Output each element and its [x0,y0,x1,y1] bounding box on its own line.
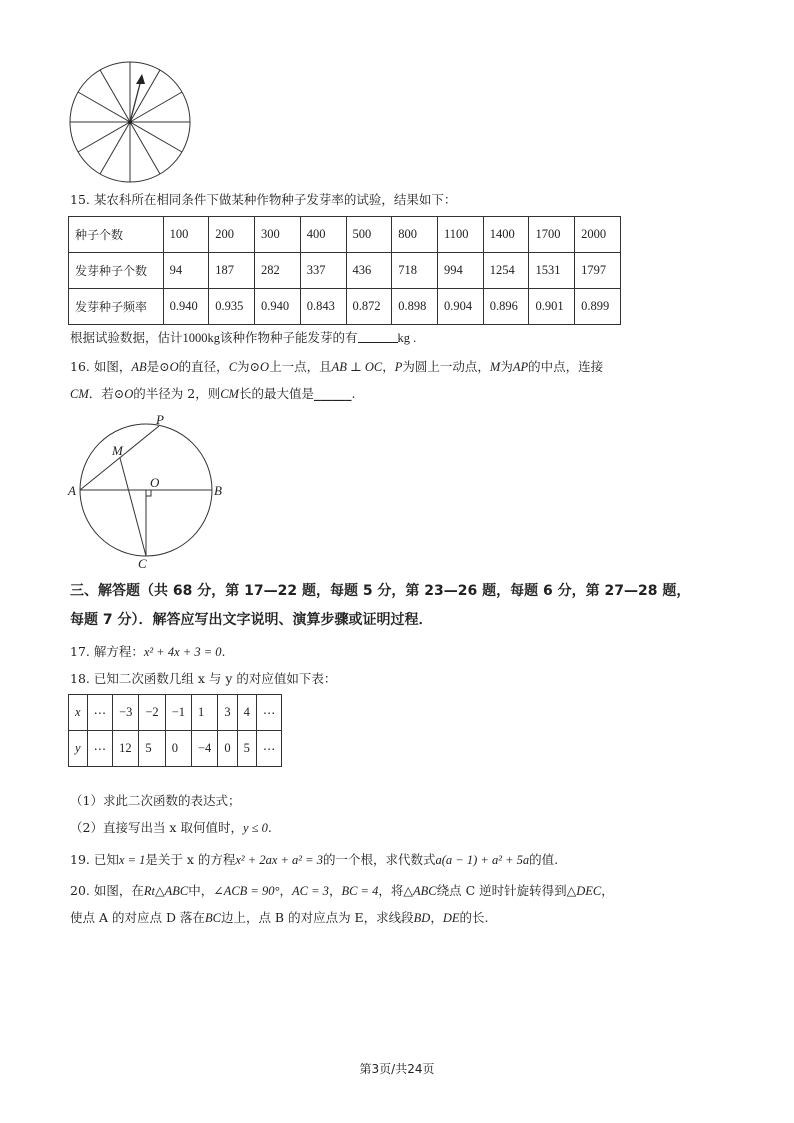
q15-table-cell: 400 [300,217,346,253]
label-p: P [156,412,164,427]
q18-table-cell: ⋯ [87,731,113,767]
q15-table-cell: 0.872 [346,289,392,325]
q15-tail-text-2: 该种作物种子能发芽的有 [220,330,358,345]
q15-table-cell: 718 [392,253,438,289]
q18-table-cell: 12 [113,731,139,767]
q15-table-cell: 1254 [483,253,529,289]
q18-stem: 18. 已知二次函数几组 x 与 y 的对应值如下表： [70,671,337,686]
q20-line1: 20. 如图，在Rt△ABC中，∠ACB = 90°，AC = 3，BC = 4，将△ABC绕点 C 逆时针旋转得到△DEC， [70,883,614,898]
q18-table-cell: y [69,731,88,767]
q15-table-cell: 994 [437,253,483,289]
section-3-heading-line2: 每题 7 分）．解答应写出文字说明、演算步骤或证明过程． [70,612,433,628]
q15-table-cell: 200 [209,217,255,253]
q18-table-cell: 0 [218,731,237,767]
q20-line2: 使点 A 的对应点 D 落在BC边上，点 B 的对应点为 E，求线段BD，DE的长. [70,910,489,925]
q15-table-cell: 500 [346,217,392,253]
q15-table-cell: 1797 [575,253,621,289]
label-o: O [150,475,160,490]
q18-table-cell: 0 [165,731,191,767]
q16-line2: CM．若⊙O的半径为 2，则CM长的最大值是______. [70,386,356,401]
spinner-figure [66,60,196,190]
q18-sub1: （1）求此二次函数的表达式； [70,793,241,808]
section-3-heading-line1: 三、解答题（共 68 分，第 17—22 题，每题 5 分，第 23—26 题，每题 6 分，第 27—28 题， [70,583,691,599]
label-m: M [112,443,123,458]
q15-table-cell: 2000 [575,217,621,253]
q15-unit: kg . [397,331,417,345]
q15-table-cell: 94 [163,253,209,289]
q15-table-cell: 0.940 [163,289,209,325]
q15-table-cell: 种子个数 [69,217,164,253]
page-footer: 第3页/共24页 [359,1062,435,1076]
q18-table-cell: 5 [237,731,256,767]
q15-tail-text: 根据试验数据，估计 [70,330,183,345]
q18-table-cell: ⋯ [256,731,282,767]
pointer-arrowhead [136,74,145,84]
q18-table-cell: ⋯ [87,695,113,731]
q15-table-cell: 0.904 [437,289,483,325]
q15-table-cell: 337 [300,253,346,289]
q15-table-cell: 0.940 [255,289,301,325]
label-a: A [68,483,76,498]
q15-table-cell: 1700 [529,217,575,253]
label-c: C [138,556,147,570]
q15-table-cell: 发芽种子个数 [69,253,164,289]
q15-table-cell: 0.896 [483,289,529,325]
q18-table-cell: 5 [139,731,165,767]
q18-table-cell: x [69,695,88,731]
q16-answer-blank[interactable]: ______ [313,386,352,401]
label-b: B [214,483,222,498]
q15-table-cell: 800 [392,217,438,253]
q18-table-cell: −2 [139,695,165,731]
q15-answer-blank[interactable] [358,330,398,343]
q19: 19. 已知x = 1是关于 x 的方程x² + 2ax + a² = 3的一个根，求代数式a(a − 1) + a² + 5a的值. [70,852,559,867]
q18-table-cell: 4 [237,695,256,731]
q18-sub2: （2）直接写出当 x 取何值时，y ≤ 0. [70,820,272,835]
q15-table-cell: 0.898 [392,289,438,325]
right-angle-mark [146,490,151,496]
q15-table [68,216,621,325]
q15-amount: 1000kg [182,331,221,345]
q15-stem: 15. 某农科所在相同条件下做某种作物种子发芽率的试验，结果如下： [70,192,457,207]
q15-table-cell: 发芽种子频率 [69,289,164,325]
q15-table-cell: 0.935 [209,289,255,325]
q15-table-cell: 1100 [437,217,483,253]
q16-line1: 16. 如图，AB是⊙O的直径，C为⊙O上一点，且AB ⊥ OC，P为圆上一动点，M为AP的中点，连接 [70,359,604,374]
segment-cm [120,458,146,556]
q15-table-cell: 100 [163,217,209,253]
q15-table-cell: 0.899 [575,289,621,325]
q15-table-cell: 187 [209,253,255,289]
q18-table [68,694,282,767]
q18-table-cell: ⋯ [256,695,282,731]
q15-table-cell: 1531 [529,253,575,289]
q15-tail [70,329,416,347]
q17: 17. 解方程：x² + 4x + 3 = 0. [70,644,226,659]
q18-table-cell: −3 [113,695,139,731]
q18-table-cell: 1 [192,695,218,731]
q15-table-cell: 0.901 [529,289,575,325]
q18-table-cell: 3 [218,695,237,731]
q15-table-cell: 1400 [483,217,529,253]
q18-table-cell: −4 [192,731,218,767]
q15-table-cell: 300 [255,217,301,253]
q16-circle-figure [62,410,242,570]
q18-table-cell: −1 [165,695,191,731]
q15-table-cell: 0.843 [300,289,346,325]
q15-table-cell: 436 [346,253,392,289]
q15-table-cell: 282 [255,253,301,289]
chord-ap [80,426,159,490]
